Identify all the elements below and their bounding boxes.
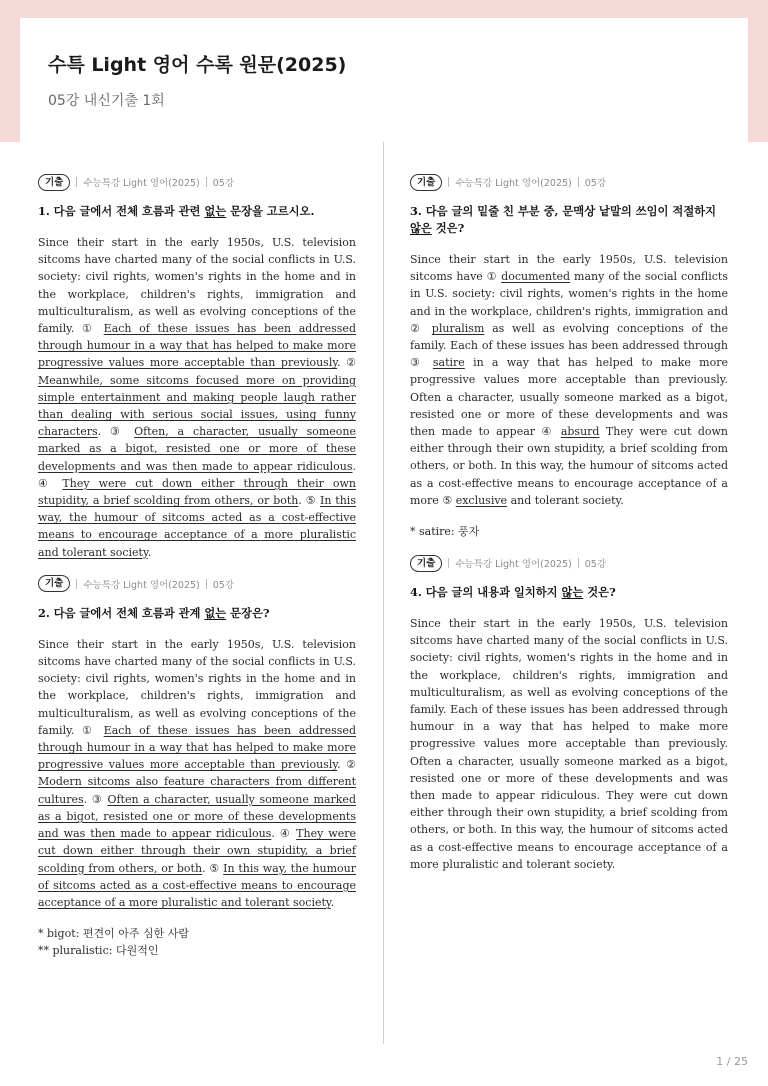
choice-marker: ① — [486, 270, 498, 284]
question-4 — [410, 554, 728, 873]
choice-sentence: Often a character, usually someone marked as a bigot, resisted one or more of these developments and was then made to appear ridiculous — [38, 792, 356, 841]
tag-divider — [448, 177, 449, 187]
tag-divider — [578, 177, 579, 187]
choice-marker: ④ — [279, 827, 292, 841]
choice-marker: ③ — [410, 356, 425, 370]
choice-marker: ⑤ — [305, 494, 317, 508]
emphasis-word: 없는 — [204, 204, 227, 218]
choice-marker: ② — [346, 356, 357, 370]
question-title: 4. 다음 글의 내용과 일치하지 않는 것은? — [410, 585, 616, 600]
footnotes — [410, 523, 728, 540]
tag-divider — [448, 558, 449, 568]
choice-sentence: Often, a character, usually someone marked as a bigot, resisted one or more of these developments and was then made to appear ridiculous — [38, 425, 356, 473]
choice-marker: ④ — [38, 476, 54, 490]
source-book: 수능특강 Light 영어(2025) — [455, 178, 572, 189]
question-tag-row — [38, 173, 356, 191]
choice-sentence: Modern sitcoms also feature characters from different cultures — [38, 775, 356, 806]
left-column — [38, 173, 356, 973]
tag-divider — [206, 579, 207, 589]
tag-divider — [578, 558, 579, 568]
choice-sentence: Meanwhile, some sitcoms focused more on providing simple entertainment and making people laugh rather than dealing with serious social issues, using funny characters — [38, 373, 356, 439]
question-title: 2. 다음 글에서 전체 흐름과 관계 없는 문장은? — [38, 605, 270, 620]
source-lesson: 05강 — [212, 579, 235, 591]
choice-sentence: Each of these issues has been addressed through humour in a way that has helped to make more progressive values more acceptable than previously — [38, 322, 356, 370]
tag-divider — [76, 177, 77, 187]
choice-sentence: Each of these issues has been addressed through humour in a way that has helped to make more progressive values more acceptable than previously — [38, 723, 356, 772]
tag-divider — [206, 177, 207, 187]
source-book: 수능특강 Light 영어(2025) — [455, 559, 572, 571]
past-exam-badge: 기출 — [410, 174, 442, 191]
page-number: 1 / 25 — [716, 1055, 748, 1068]
choice-sentence: In this way, the humour of sitcoms acted as a cost-effective means to encourage acceptance of a more pluralistic and tolerant society — [38, 861, 357, 909]
past-exam-badge: 기출 — [38, 174, 70, 191]
question-title: 3. 다음 글의 밑줄 친 부분 중, 문맥상 낱말의 쓰임이 적절하지 않은 것은? — [410, 204, 717, 235]
emphasis-word: 않는 — [561, 585, 584, 600]
choice-marker: ① — [82, 322, 97, 336]
footnote: ** pluralistic: 다원적인 — [38, 944, 159, 958]
choice-word: satire — [432, 356, 465, 370]
source-book: 수능특강 Light 영어(2025) — [83, 178, 200, 189]
past-exam-badge: 기출 — [410, 555, 442, 572]
question-1 — [38, 173, 356, 561]
question-passage: Since their start in the early 1950s, U.S. television sitcoms have charted many of the social conflicts in U.S. society: civil rights, women's rights in the home and in the workplace, children's rights, immigration and multiculturalism, as well as evolving conceptions of the family. Each of these issues has been addressed through humour in a way that has helped to make more progressive values more acceptable than previously. Often a character, usually someone marked as a bigot, resisted one or more of these developments and was then made to appear ridiculous. They were cut down either through their own stupidity, a brief scolding from others, or both. In this way, the humour of sitcoms acted as a cost-effective means to encourage acceptance of a more pluralistic and tolerant society. — [410, 617, 728, 871]
question-title: 1. 다음 글에서 전체 흐름과 관련 없는 문장을 고르시오. — [38, 204, 315, 218]
source-book: 수능특강 Light 영어(2025) — [83, 579, 200, 591]
document-subtitle: 05강 내신기출 1회 — [48, 93, 165, 109]
choice-marker: ② — [410, 321, 425, 335]
choice-marker: ④ — [541, 425, 555, 439]
past-exam-badge: 기출 — [38, 575, 70, 592]
footnote: * satire: 풍자 — [410, 525, 480, 539]
choice-marker: ③ — [91, 792, 103, 806]
emphasis-word: 없는 — [204, 605, 227, 620]
source-lesson: 05강 — [584, 178, 607, 189]
header-card — [20, 18, 748, 142]
choice-sentence: They were cut down either through their own stupidity, a brief scolding from others, or both — [38, 476, 356, 508]
source-lesson: 05강 — [584, 559, 607, 571]
emphasis-word: 않은 — [410, 221, 432, 235]
choice-word: pluralism — [431, 321, 485, 335]
choice-marker: ② — [346, 758, 357, 772]
footnote: * bigot: 편견이 아주 심한 사람 — [38, 927, 189, 941]
document-title: 수특 Light 영어 수록 원문(2025) — [48, 54, 347, 76]
question-tag-row — [38, 575, 356, 593]
footnotes — [38, 925, 356, 959]
choice-sentence: They were cut down either through their own stupidity, a brief scolding from others, or both — [38, 827, 356, 875]
question-3 — [410, 173, 728, 540]
question-tag-row — [410, 554, 728, 572]
choice-marker: ⑤ — [209, 861, 220, 875]
tag-divider — [76, 579, 77, 589]
choice-marker: ③ — [109, 425, 126, 439]
question-2 — [38, 575, 356, 959]
question-passage: Since their start in the early 1950s, U.S. television sitcoms have charted many of the social conflicts in U.S. society: civil rights, women's rights in the home and in the workplace, children's rights, immigration and multiculturalism, as well as evolving conceptions of the family. ① Each of these issues has been addressed through humour in a way that has helped to make more progressive values more acceptable than previously. ② Modern sitcoms also feature characters from different cultures. ③ Often a character, usually someone marked as a bigot, resisted one or more of these developments and was then made to appear ridiculous. ④ They were cut down either through their own stupidity, a brief scolding from others, or both. ⑤ In this way, the humour of sitcoms acted as a cost-effective means to encourage acceptance of a more pluralistic and tolerant society. — [38, 637, 357, 909]
question-passage: Since their start in the early 1950s, U.S. television sitcoms have ① documented many of the social conflicts in U.S. society: civil rights, women's rights in the home and in the workplace, children's rights, immigration and ② pluralism as well as evolving conceptions of the family. Each of these issues has been addressed through ③ satire in a way that has helped to make more progressive values more acceptable than previously. Often a character, usually someone marked as a bigot, resisted one or more of these developments and was then made to appear ④ absurd They were cut down either through their own stupidity, a brief scolding from others, or both. In this way, the humour of sitcoms acted as a cost-effective means to encourage acceptance of a more ⑤ exclusive and tolerant society. — [410, 253, 728, 507]
choice-sentence: In this way, the humour of sitcoms acted as a cost-effective means to encourage acceptance of a more pluralistic and tolerant society — [38, 494, 356, 559]
choice-marker: ① — [82, 723, 97, 737]
question-passage: Since their start in the early 1950s, U.S. television sitcoms have charted many of the social conflicts in U.S. society: civil rights, women's rights in the home and in the workplace, children's rights, immigration and multiculturalism, as well as evolving conceptions of the family. ① Each of these issues has been addressed through humour in a way that has helped to make more progressive values more acceptable than previously. ② Meanwhile, some sitcoms focused more on providing simple entertainment and making people laugh rather than dealing with serious social issues, using funny characters. ③ Often, a character, usually someone marked as a bigot, resisted one or more of these developments and was then made to appear ridiculous. ④ They were cut down either through their own stupidity, a brief scolding from others, or both. ⑤ In this way, the humour of sitcoms acted as a cost-effective means to encourage acceptance of a more pluralistic and tolerant society. — [38, 236, 357, 559]
right-column — [410, 173, 728, 887]
column-divider — [383, 142, 384, 1044]
choice-marker: ⑤ — [442, 493, 453, 507]
source-lesson: 05강 — [212, 178, 235, 189]
choice-word: documented — [501, 270, 571, 284]
question-tag-row — [410, 173, 728, 191]
choice-word: exclusive — [455, 493, 508, 507]
choice-word: absurd — [560, 425, 600, 439]
